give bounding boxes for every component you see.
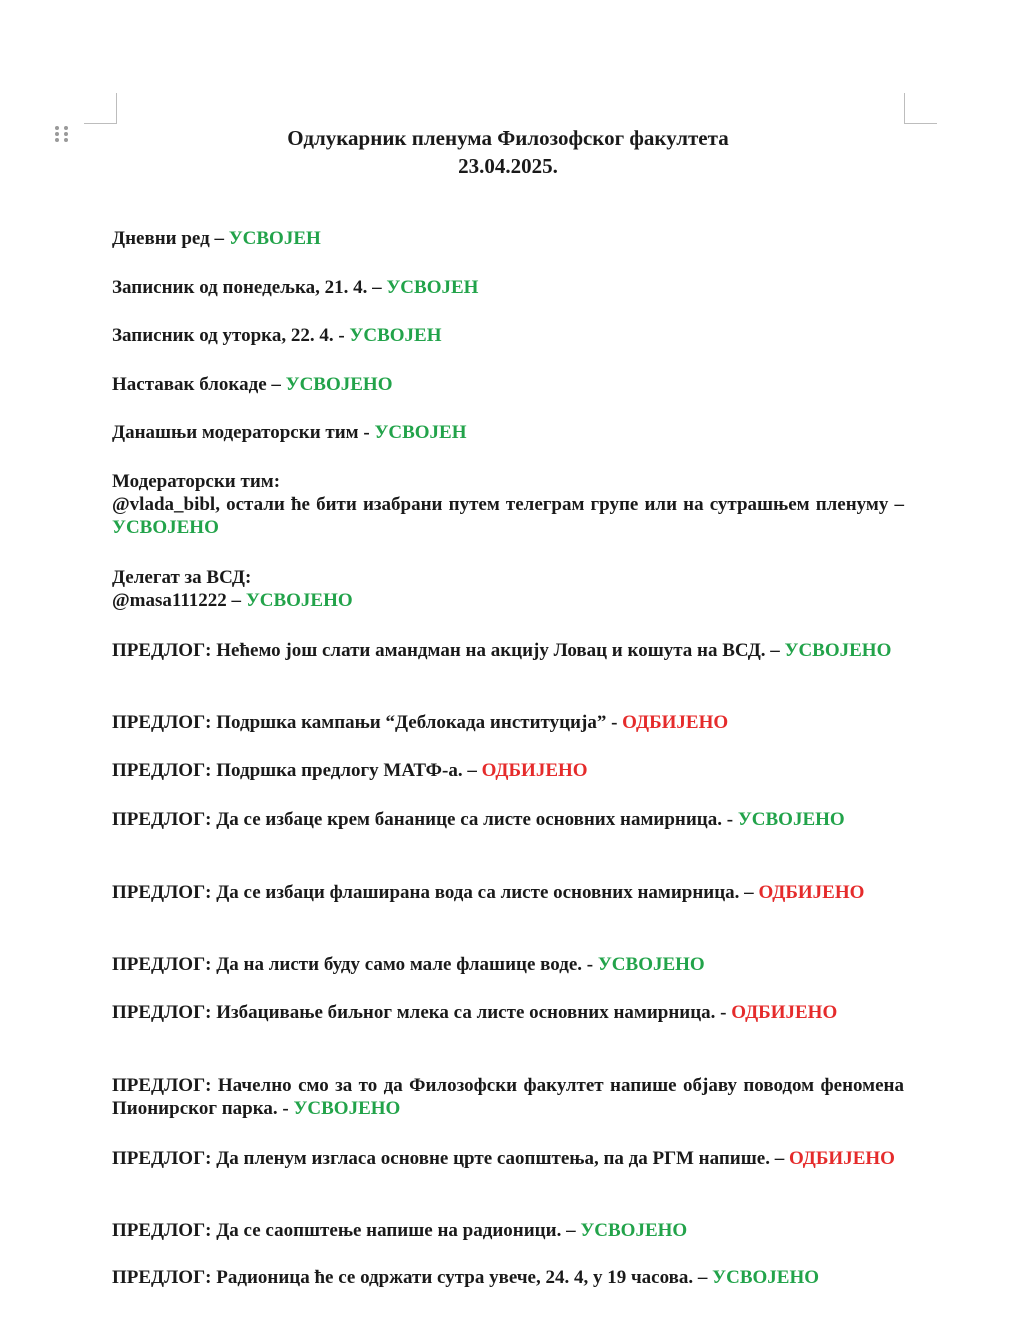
decision-text: ПРЕДЛОГ: Подршка кампањи “Деблокада институција” - bbox=[112, 712, 618, 733]
decision-text: ПРЕДЛОГ: Нећемо још слати амандман на акцију Ловац и кошута на ВСД. – bbox=[112, 640, 780, 661]
decision-item bbox=[112, 470, 904, 539]
decision-text: @vlada_bibl, остали ће бити изабрани путем телеграм групе или на сутрашњем пленуму – bbox=[112, 494, 904, 515]
decision-text: @masa111222 – bbox=[112, 590, 242, 611]
decision-text: ПРЕДЛОГ: Радионица ће се одржати сутра увече, 24. 4, у 19 часова. – bbox=[112, 1267, 708, 1288]
decision-status-adopted: УСВОЈЕНО bbox=[784, 640, 892, 661]
decision-item bbox=[112, 276, 904, 299]
decision-text: ПРЕДЛОГ: Да се избаци флаширана вода са листе основних намирница. – bbox=[112, 882, 754, 903]
decision-item bbox=[112, 324, 904, 347]
decision-text: ПРЕДЛОГ: Начелно смо за то да Филозофски факултет напише објаву поводом феномена Пионирског парка. - bbox=[112, 1075, 904, 1119]
decision-item bbox=[112, 759, 904, 782]
drag-handle-icon[interactable] bbox=[55, 126, 69, 146]
page-corner-mark-top-left bbox=[84, 93, 117, 124]
decision-text: Наставак блокаде – bbox=[112, 374, 281, 395]
decision-status-adopted: УСВОЈЕНО bbox=[580, 1220, 688, 1241]
decision-item bbox=[112, 1147, 904, 1170]
decision-text: ПРЕДЛОГ: Да се саопштење напише на радионици. – bbox=[112, 1220, 576, 1241]
decision-status-rejected: ОДБИЈЕНО bbox=[758, 882, 865, 903]
decision-status-rejected: ОДБИЈЕНО bbox=[788, 1148, 895, 1169]
decision-status-rejected: ОДБИЈЕНО bbox=[622, 712, 729, 733]
decision-text: ПРЕДЛОГ: Избацивање биљног млека са листе основних намирница. - bbox=[112, 1002, 727, 1023]
decision-text: Данашњи модераторски тим - bbox=[112, 422, 370, 443]
decision-text: Записник од уторка, 22. 4. - bbox=[112, 325, 345, 346]
decision-text: ПРЕДЛОГ: Да пленум изгласа основне црте саопштења, па да РГМ напише. – bbox=[112, 1148, 785, 1169]
decision-text: Записник од понедељка, 21. 4. – bbox=[112, 277, 382, 298]
decision-status-adopted: УСВОЈЕНО bbox=[737, 809, 845, 830]
decision-status-rejected: ОДБИЈЕНО bbox=[481, 760, 588, 781]
decision-item bbox=[112, 1001, 904, 1024]
decision-item bbox=[112, 373, 904, 396]
decision-text: ПРЕДЛОГ: Подршка предлогу МАТФ-а. – bbox=[112, 760, 477, 781]
decision-status-adopted: УСВОЈЕН bbox=[349, 325, 442, 346]
decision-item bbox=[112, 953, 904, 976]
decision-item bbox=[112, 1266, 904, 1289]
decision-item bbox=[112, 1074, 904, 1120]
decision-text: ПРЕДЛОГ: Да се избаце крем бананице са листе основних намирница. - bbox=[112, 809, 734, 830]
document-title bbox=[112, 124, 904, 180]
decision-status-rejected: ОДБИЈЕНО bbox=[731, 1002, 838, 1023]
decision-status-adopted: УСВОЈЕН bbox=[386, 277, 479, 298]
decision-status-adopted: УСВОЈЕНО bbox=[597, 954, 705, 975]
decision-status-adopted: УСВОЈЕН bbox=[374, 422, 467, 443]
decision-text: Дневни ред – bbox=[112, 228, 224, 249]
decision-item bbox=[112, 227, 904, 250]
decision-item bbox=[112, 711, 904, 734]
decision-status-adopted: УСВОЈЕНО bbox=[293, 1098, 401, 1119]
decision-item bbox=[112, 808, 904, 831]
title-line-2: 23.04.2025. bbox=[458, 154, 558, 178]
decision-item bbox=[112, 1219, 904, 1242]
decision-text: ПРЕДЛОГ: Да на листи буду само мале флашице воде. - bbox=[112, 954, 594, 975]
decision-item bbox=[112, 881, 904, 904]
decision-status-adopted: УСВОЈЕНО bbox=[285, 374, 393, 395]
decision-status-adopted: УСВОЈЕНО bbox=[112, 517, 219, 538]
decision-item bbox=[112, 421, 904, 444]
decision-heading: Делегат за ВСД: bbox=[112, 567, 252, 588]
title-line-1: Одлукарник пленума Филозофског факултета bbox=[287, 126, 729, 150]
decision-status-adopted: УСВОЈЕНО bbox=[245, 590, 353, 611]
decision-heading: Модераторски тим: bbox=[112, 471, 281, 492]
page-corner-mark-top-right bbox=[904, 93, 937, 124]
decision-status-adopted: УСВОЈЕН bbox=[228, 228, 321, 249]
decision-status-adopted: УСВОЈЕНО bbox=[712, 1267, 820, 1288]
decision-item bbox=[112, 639, 904, 662]
decision-item bbox=[112, 566, 904, 612]
